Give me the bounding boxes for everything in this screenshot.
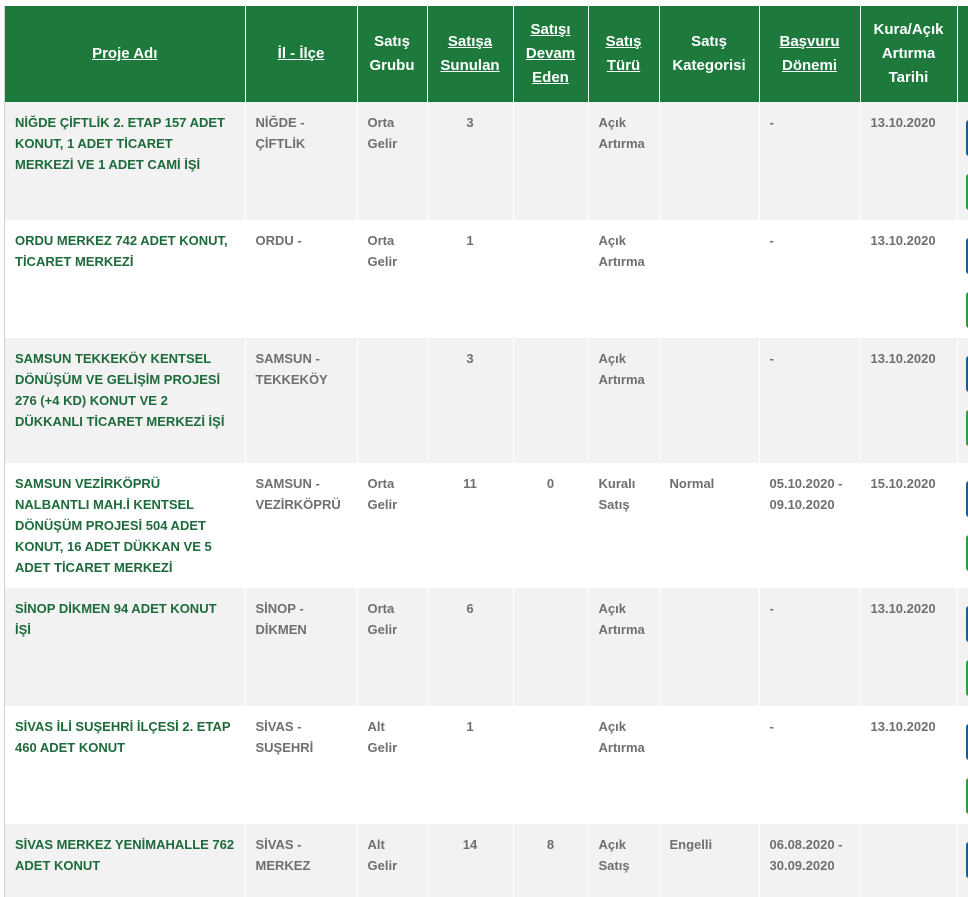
sales-group: Alt Gelir [357,706,427,824]
offered-count: 1 [427,220,513,338]
sale-type: Açık Artırma [588,706,659,824]
header-proje-adi[interactable] [5,6,245,102]
sale-type: Açık Artırma [588,220,659,338]
sale-type: Açık Artırma [588,102,659,220]
table-row [5,706,968,824]
row-actions [957,588,968,706]
offered-count: 14 [427,824,513,897]
ongoing-count: 0 [513,463,588,588]
header-satis-grubu [357,6,427,102]
header-satis-turu[interactable] [588,6,659,102]
sales-group [357,338,427,463]
project-name-link[interactable]: SAMSUN VEZİRKÖPRÜ NALBANTLI MAH.İ KENTSEL DÖNÜŞÜM PROJESİ 504 ADET KONUT, 16 ADET DÜKKAN VE 5 ADET TİCARET MERKEZİ [5,463,245,588]
projects-table [5,6,968,897]
application-period: 05.10.2020 - 09.10.2020 [759,463,860,588]
sale-category [659,220,759,338]
row-actions [957,463,968,588]
header-label: Satış Grubu [369,33,415,74]
table-row [5,463,968,588]
province-district: NİĞDE - ÇİFTLİK [245,102,357,220]
table-row [5,824,968,897]
project-name-link[interactable]: SİNOP DİKMEN 94 ADET KONUT İŞİ [5,588,245,706]
row-actions [957,824,968,897]
header-label[interactable]: İl - İlçe [277,45,325,62]
row-actions [957,338,968,463]
draw-date: 13.10.2020 [860,338,957,463]
project-name-link[interactable]: SİVAS MERKEZ YENİMAHALLE 762 ADET KONUT [5,824,245,897]
province-district: SİVAS - MERKEZ [245,824,357,897]
table-header-row [5,6,968,102]
row-actions [957,706,968,824]
sales-group: Orta Gelir [357,588,427,706]
application-period: - [759,706,860,824]
header-kura-tarihi [860,6,957,102]
province-district: SİNOP - DİKMEN [245,588,357,706]
project-name-link[interactable]: SAMSUN TEKKEKÖY KENTSEL DÖNÜŞÜM VE GELİŞİM PROJESİ 276 (+4 KD) KONUT VE 2 DÜKKANLI TİCARET MERKEZİ İŞİ [5,338,245,463]
sales-group: Orta Gelir [357,102,427,220]
sale-category: Normal [659,463,759,588]
sale-category [659,706,759,824]
province-district: SAMSUN - TEKKEKÖY [245,338,357,463]
project-name-link[interactable]: ORDU MERKEZ 742 ADET KONUT, TİCARET MERKEZİ [5,220,245,338]
ongoing-count [513,338,588,463]
offered-count: 11 [427,463,513,588]
header-satisa-sunulan[interactable] [427,6,513,102]
offered-count: 3 [427,338,513,463]
table-row [5,338,968,463]
sales-group: Orta Gelir [357,220,427,338]
sale-type: Açık Artırma [588,588,659,706]
row-actions [957,220,968,338]
sale-category [659,338,759,463]
sale-category [659,102,759,220]
header-label: Kura/Açık Artırma Tarihi [873,21,944,86]
ongoing-count [513,706,588,824]
sales-group: Orta Gelir [357,463,427,588]
draw-date [860,824,957,897]
sales-group: Alt Gelir [357,824,427,897]
application-period: - [759,588,860,706]
ongoing-count [513,102,588,220]
draw-date: 13.10.2020 [860,220,957,338]
sale-category [659,588,759,706]
projects-table-container [4,6,968,897]
table-row [5,220,968,338]
row-actions [957,102,968,220]
draw-date: 15.10.2020 [860,463,957,588]
draw-date: 13.10.2020 [860,102,957,220]
header-satisi-devam-eden[interactable] [513,6,588,102]
table-row [5,588,968,706]
province-district: SİVAS - SUŞEHRİ [245,706,357,824]
project-name-link[interactable]: NİĞDE ÇİFTLİK 2. ETAP 157 ADET KONUT, 1 ADET TİCARET MERKEZİ VE 1 ADET CAMİ İŞİ [5,102,245,220]
application-period: - [759,220,860,338]
application-period: - [759,102,860,220]
sale-type: Kuralı Satış [588,463,659,588]
sale-type: Açık Artırma [588,338,659,463]
ongoing-count [513,220,588,338]
draw-date: 13.10.2020 [860,706,957,824]
offered-count: 3 [427,102,513,220]
header-label[interactable]: Başvuru Dönemi [779,33,840,74]
header-label[interactable]: Satış Türü [605,33,642,74]
draw-date: 13.10.2020 [860,588,957,706]
header-label: Satış Kategorisi [672,33,746,74]
sale-type: Açık Satış [588,824,659,897]
sale-category: Engelli [659,824,759,897]
header-actions [957,6,968,102]
header-label[interactable]: Satışı Devam Eden [525,21,576,86]
ongoing-count [513,588,588,706]
header-satis-kategorisi [659,6,759,102]
application-period: - [759,338,860,463]
offered-count: 6 [427,588,513,706]
offered-count: 1 [427,706,513,824]
header-label[interactable]: Satışa Sunulan [440,33,500,74]
application-period: 06.08.2020 - 30.09.2020 [759,824,860,897]
ongoing-count: 8 [513,824,588,897]
header-basvuru-donemi[interactable] [759,6,860,102]
province-district: ORDU - [245,220,357,338]
header-il-ilce[interactable] [245,6,357,102]
header-label[interactable]: Proje Adı [92,45,158,62]
table-row [5,102,968,220]
project-name-link[interactable]: SİVAS İLİ SUŞEHRİ İLÇESİ 2. ETAP 460 ADET KONUT [5,706,245,824]
province-district: SAMSUN - VEZİRKÖPRÜ [245,463,357,588]
